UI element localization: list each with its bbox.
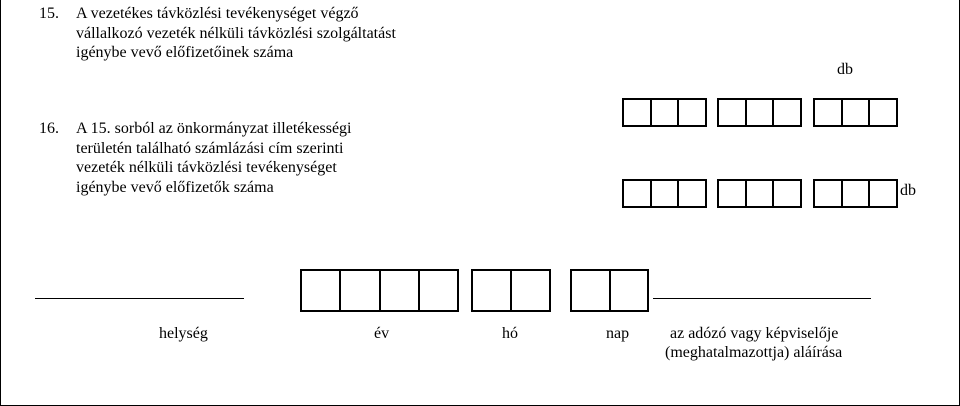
digit-box[interactable] <box>624 100 652 125</box>
digit-box[interactable] <box>679 100 705 125</box>
digit-box[interactable] <box>815 100 843 125</box>
month-digit-box[interactable] <box>473 271 512 310</box>
digit-box[interactable] <box>652 181 680 206</box>
item15-digit-group-3[interactable] <box>813 98 898 127</box>
year-digit-box[interactable] <box>420 271 457 310</box>
signer-label-line-1: az adózó vagy képviselője <box>670 325 839 342</box>
day-digit-box[interactable] <box>572 271 611 310</box>
digit-box[interactable] <box>747 181 775 206</box>
item15-line-3: igénybe vevő előfizetőinek száma <box>76 44 294 61</box>
day-label: nap <box>606 325 630 342</box>
month-label: hó <box>502 325 518 342</box>
digit-box[interactable] <box>843 100 871 125</box>
item15-digit-group-1[interactable] <box>622 98 707 127</box>
year-digit-box[interactable] <box>302 271 341 310</box>
digit-box[interactable] <box>843 181 871 206</box>
year-label: év <box>374 325 390 342</box>
digit-box[interactable] <box>774 100 800 125</box>
digit-box[interactable] <box>870 181 896 206</box>
item16-unit: db <box>900 182 916 199</box>
digit-box[interactable] <box>719 100 747 125</box>
year-digit-box[interactable] <box>341 271 380 310</box>
day-digit-box[interactable] <box>611 271 648 310</box>
item16-line-3: vezeték nélküli távközlési tevékenységet <box>76 159 337 176</box>
place-signature-line[interactable] <box>35 298 244 299</box>
item16-digit-group-1[interactable] <box>622 179 707 208</box>
item15-line-1: A vezetékes távközlési tevékenységet végző <box>76 5 359 22</box>
item16-number: 16. <box>39 120 59 137</box>
item16-line-2: területén található számlázási cím szerinti <box>76 139 344 157</box>
digit-box[interactable] <box>652 100 680 125</box>
digit-box[interactable] <box>870 100 896 125</box>
item15-unit: db <box>837 61 853 78</box>
year-boxes[interactable] <box>300 269 459 312</box>
month-digit-box[interactable] <box>512 271 549 310</box>
item16-line-4: igénybe vevő előfizetők száma <box>76 178 274 196</box>
digit-box[interactable] <box>624 181 652 206</box>
day-boxes[interactable] <box>570 269 649 312</box>
digit-box[interactable] <box>719 181 747 206</box>
item16-digit-group-3[interactable] <box>813 179 898 208</box>
signer-label-line-2: (meghatalmazottja) aláírása <box>665 344 843 361</box>
item16-digit-group-2[interactable] <box>717 179 802 208</box>
item15-line-2: vállalkozó vezeték nélküli távközlési szolgáltatást <box>76 24 396 42</box>
digit-box[interactable] <box>774 181 800 206</box>
signer-signature-line[interactable] <box>653 298 871 299</box>
item15-number: 15. <box>39 5 59 22</box>
place-label: helység <box>159 325 208 342</box>
year-digit-box[interactable] <box>381 271 420 310</box>
digit-box[interactable] <box>815 181 843 206</box>
digit-box[interactable] <box>679 181 705 206</box>
digit-box[interactable] <box>747 100 775 125</box>
item16-line-1: A 15. sorból az önkormányzat illetékességi <box>76 120 352 137</box>
item15-digit-group-2[interactable] <box>717 98 802 127</box>
month-boxes[interactable] <box>471 269 551 312</box>
